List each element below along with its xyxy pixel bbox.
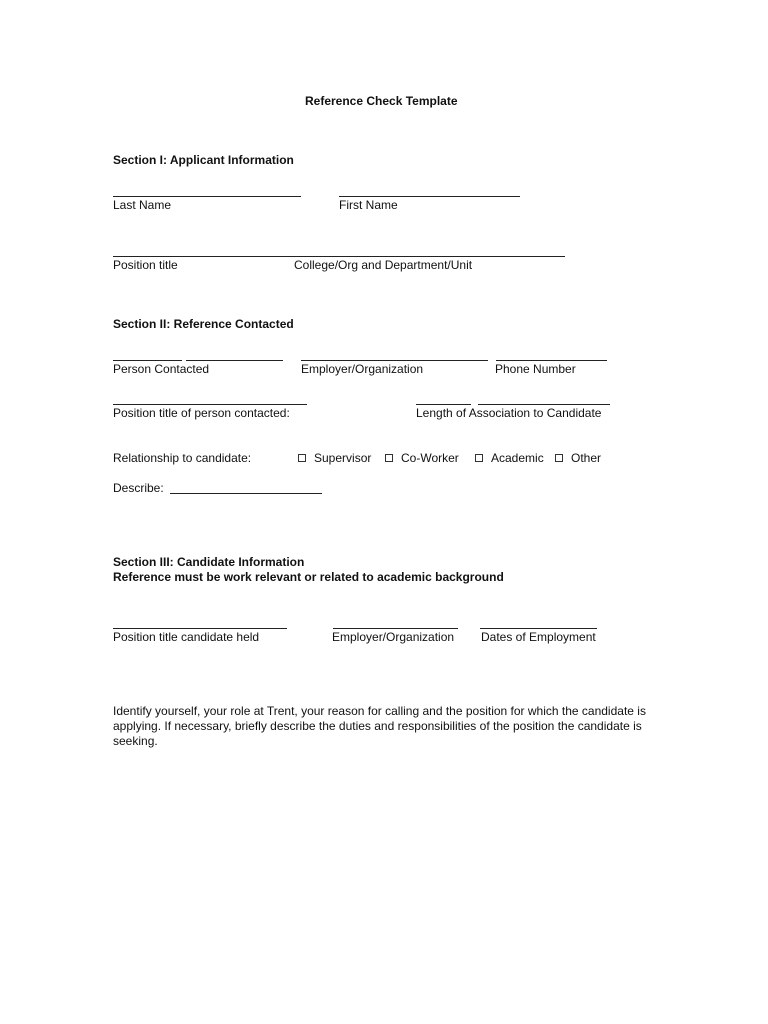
employer-line[interactable]	[301, 360, 488, 361]
length-association-label: Length of Association to Candidate	[416, 406, 602, 420]
option-label: Supervisor	[314, 451, 372, 465]
position-contacted-line[interactable]	[113, 404, 307, 405]
dates-line[interactable]	[480, 628, 597, 629]
position-held-line[interactable]	[113, 628, 287, 629]
section3-subheading: Reference must be work relevant or related to academic background	[113, 570, 504, 584]
last-name-line[interactable]	[113, 196, 301, 197]
phone-line[interactable]	[496, 360, 607, 361]
option-label: Academic	[491, 451, 544, 465]
phone-label: Phone Number	[495, 362, 576, 376]
position-title-label: Position title	[113, 258, 178, 272]
employer-label-2: Employer/Organization	[332, 630, 455, 644]
first-name-label: First Name	[339, 198, 398, 212]
describe-label: Describe:	[113, 481, 164, 495]
document-title: Reference Check Template	[305, 94, 458, 108]
person-contacted-label: Person Contacted	[113, 362, 210, 376]
option-other[interactable]	[555, 451, 601, 465]
option-supervisor[interactable]	[298, 451, 371, 465]
relationship-label: Relationship to candidate:	[113, 451, 252, 465]
position-contacted-label: Position title of person contacted:	[113, 406, 290, 420]
employer-line-2[interactable]	[333, 628, 458, 629]
last-name-label: Last Name	[113, 198, 172, 212]
section3-heading: Section III: Candidate Information	[113, 555, 305, 569]
length-line-2[interactable]	[478, 404, 610, 405]
checkbox-icon[interactable]	[475, 454, 483, 462]
first-name-line[interactable]	[339, 196, 520, 197]
person-contacted-line-1[interactable]	[113, 360, 182, 361]
option-label: Co-Worker	[401, 451, 459, 465]
college-dept-label: College/Org and Department/Unit	[294, 258, 473, 272]
checkbox-icon[interactable]	[385, 454, 393, 462]
section2-heading: Section II: Reference Contacted	[113, 317, 294, 331]
position-held-label: Position title candidate held	[113, 630, 260, 644]
dates-label: Dates of Employment	[481, 630, 596, 644]
section1-heading: Section I: Applicant Information	[113, 153, 294, 167]
checkbox-icon[interactable]	[298, 454, 306, 462]
describe-line[interactable]	[170, 493, 322, 494]
position-college-line[interactable]	[113, 256, 565, 257]
employer-label: Employer/Organization	[301, 362, 424, 376]
person-contacted-line-2[interactable]	[186, 360, 283, 361]
option-coworker[interactable]	[385, 451, 459, 465]
checkbox-icon[interactable]	[555, 454, 563, 462]
instructions-paragraph: Identify yourself, your role at Trent, your reason for calling and the position for which the candidate is applying. If necessary, briefly describe the duties and responsibilities of the position the candidate is seeking.	[113, 704, 646, 748]
option-label: Other	[571, 451, 602, 465]
option-academic[interactable]	[475, 451, 544, 465]
length-line-1[interactable]	[416, 404, 471, 405]
